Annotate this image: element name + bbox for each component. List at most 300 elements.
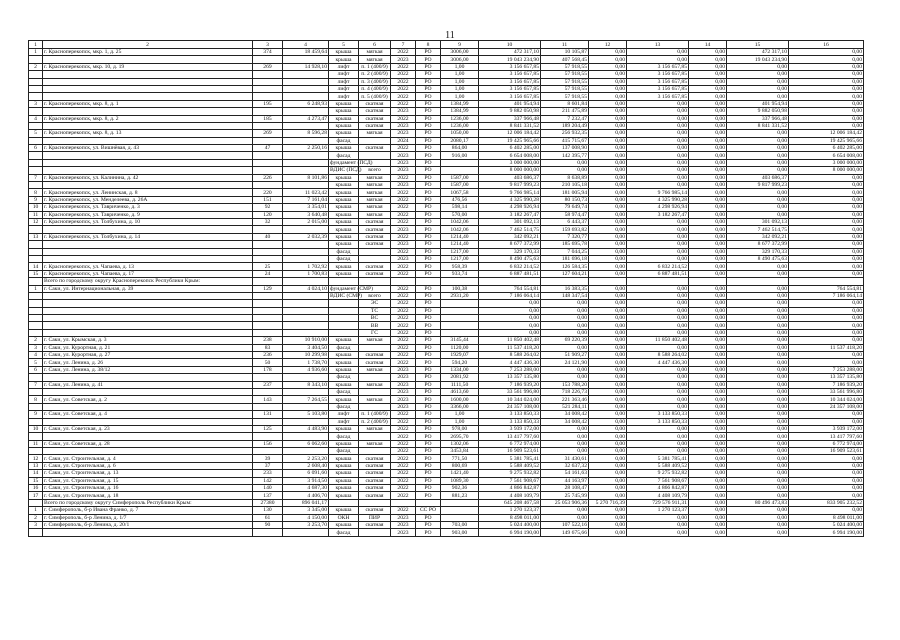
table-cell: РО bbox=[416, 329, 441, 336]
table-cell: 2023 bbox=[391, 388, 416, 395]
table-cell: 12 006 184,42 bbox=[479, 130, 541, 137]
table-cell: 8 638,89 bbox=[541, 174, 589, 181]
table-cell: 237 bbox=[253, 381, 283, 388]
table-row bbox=[29, 425, 864, 432]
table-cell: 1,00 bbox=[441, 85, 479, 92]
table-cell: 2 250,16 bbox=[283, 145, 329, 152]
table-cell: г. Саки, ул. Строительная, д. 18 bbox=[43, 492, 253, 499]
table-cell: 7 462 514,75 bbox=[479, 226, 541, 233]
table-cell bbox=[253, 71, 283, 78]
table-cell: 25 bbox=[253, 263, 283, 270]
table-cell bbox=[29, 374, 43, 381]
table-cell: 0,00 bbox=[627, 233, 689, 240]
table-cell bbox=[29, 93, 43, 100]
table-cell bbox=[29, 529, 43, 536]
table-cell: Всего по городскому округу Красноперекопск Республики Крым: bbox=[43, 278, 253, 285]
table-cell: 156 bbox=[253, 440, 283, 447]
table-cell: 3 404,50 bbox=[283, 344, 329, 351]
table-cell: 0,00 bbox=[589, 137, 627, 144]
table-cell: крыша bbox=[329, 233, 359, 240]
table-cell: 3 156 657,85 bbox=[479, 71, 541, 78]
table-cell: г. Саки, ул. Строительная, д. 6 bbox=[43, 462, 253, 469]
table-cell: РО bbox=[416, 425, 441, 432]
table-cell: 0,00 bbox=[589, 329, 627, 336]
table-cell: РО bbox=[416, 374, 441, 381]
table-cell: 3 133 850,33 bbox=[627, 411, 689, 418]
table-cell: 5 588 409,52 bbox=[627, 462, 689, 469]
table-cell: 0,00 bbox=[589, 122, 627, 129]
table-cell: 0,00 bbox=[589, 322, 627, 329]
table-cell: 1 bbox=[29, 507, 43, 514]
table-cell: 4 447 436,30 bbox=[479, 359, 541, 366]
table-cell: 0,00 bbox=[689, 108, 727, 115]
table-cell: 0,00 bbox=[727, 470, 789, 477]
table-cell bbox=[253, 300, 283, 307]
table-cell: 83 bbox=[253, 344, 283, 351]
table-cell: 0,00 bbox=[727, 374, 789, 381]
table-cell: 3 156 657,85 bbox=[479, 93, 541, 100]
table-cell bbox=[727, 278, 789, 285]
table-cell: 2022 bbox=[391, 462, 416, 469]
table-cell: 2023 bbox=[391, 403, 416, 410]
table-cell bbox=[253, 418, 283, 425]
table-cell: г. Красноперекопск, ул. Чапаева, д. 13 bbox=[43, 263, 253, 270]
table-cell: 3 133 850,33 bbox=[479, 411, 541, 418]
table-cell: 0,00 bbox=[589, 85, 627, 92]
table-cell bbox=[283, 137, 329, 144]
table-cell: г. Симферополь, б-р Ленина, д. 1/7 bbox=[43, 514, 253, 521]
table-cell: 15 bbox=[29, 477, 43, 484]
table-cell: 1 738,70 bbox=[283, 359, 329, 366]
table-cell: 0,00 bbox=[727, 388, 789, 395]
table-cell: 4 687,30 bbox=[283, 485, 329, 492]
table-cell: 4 325 990,28 bbox=[627, 196, 689, 203]
table-cell bbox=[43, 315, 253, 322]
table-cell: 2023 bbox=[391, 159, 416, 166]
table-cell: 6 bbox=[29, 145, 43, 152]
table-cell: 2023 bbox=[391, 167, 416, 174]
table-cell: 13 417 797,60 bbox=[479, 433, 541, 440]
table-cell: 24 bbox=[253, 270, 283, 277]
table-cell: 3453,84 bbox=[441, 448, 479, 455]
table-cell: 0,00 bbox=[689, 300, 727, 307]
table-cell: 142 395,77 bbox=[541, 152, 589, 159]
table-cell: скатная bbox=[359, 455, 391, 462]
table-cell: 2023 bbox=[391, 226, 416, 233]
table-cell: ГС bbox=[359, 329, 391, 336]
table-cell: 0,00 bbox=[589, 374, 627, 381]
table-cell: 2022 bbox=[391, 455, 416, 462]
table-cell: 0,00 bbox=[589, 366, 627, 373]
table-cell: 902,36 bbox=[441, 485, 479, 492]
table-cell: 1 bbox=[29, 285, 43, 292]
table-cell bbox=[789, 278, 864, 285]
table-cell: скатная bbox=[359, 270, 391, 277]
table-cell: 7 264,55 bbox=[283, 396, 329, 403]
table-cell: 0,00 bbox=[789, 174, 864, 181]
table-cell: 0,00 bbox=[627, 285, 689, 292]
table-row bbox=[29, 322, 864, 329]
table-cell: 3 914,50 bbox=[283, 477, 329, 484]
table-cell: 0,00 bbox=[627, 292, 689, 299]
table-cell: 11 850 402,48 bbox=[627, 337, 689, 344]
table-cell bbox=[43, 300, 253, 307]
table-cell: 27380 bbox=[253, 499, 283, 506]
table-cell: 3145,44 bbox=[441, 337, 479, 344]
table-cell: 151 bbox=[253, 196, 283, 203]
table-cell: фасад bbox=[329, 433, 359, 440]
table-cell: 0,00 bbox=[789, 196, 864, 203]
table-cell: всего bbox=[359, 292, 391, 299]
table-cell: 0,00 bbox=[727, 433, 789, 440]
table-cell: 7 186 939,20 bbox=[789, 381, 864, 388]
table-cell: фасад bbox=[329, 403, 359, 410]
table-cell: фасад bbox=[329, 448, 359, 455]
table-cell: РО bbox=[416, 152, 441, 159]
table-cell: крыша bbox=[329, 122, 359, 129]
table-cell: фундамент (СМР) bbox=[330, 285, 374, 292]
table-cell: 100,38 bbox=[441, 285, 479, 292]
table-cell: 10 344 024,00 bbox=[789, 396, 864, 403]
table-cell: 2022 bbox=[391, 433, 416, 440]
table-cell: скатная bbox=[359, 218, 391, 225]
table-cell: 2022 bbox=[391, 470, 416, 477]
table-cell bbox=[589, 278, 627, 285]
table-cell: скатная bbox=[359, 477, 391, 484]
table-cell bbox=[329, 278, 359, 285]
table-cell: 0,00 bbox=[589, 270, 627, 277]
table-cell: г. Саки, ул. Советская, д. 2 bbox=[43, 396, 253, 403]
table-cell: 0,00 bbox=[689, 167, 727, 174]
table-row bbox=[29, 122, 864, 129]
table-cell: 0,00 bbox=[541, 322, 589, 329]
table-cell: 2023 bbox=[391, 381, 416, 388]
table-cell bbox=[441, 307, 479, 314]
table-cell: 1,00 bbox=[441, 78, 479, 85]
table-cell: 2022 bbox=[391, 218, 416, 225]
table-cell bbox=[441, 329, 479, 336]
table-cell bbox=[29, 248, 43, 255]
table-cell: 764 554,81 bbox=[789, 285, 864, 292]
table-cell: 0,00 bbox=[789, 71, 864, 78]
table-cell: 0,00 bbox=[789, 241, 864, 248]
table-cell: РО bbox=[416, 522, 441, 529]
table-cell: 0,00 bbox=[589, 307, 627, 314]
table-cell: мягкая bbox=[359, 189, 391, 196]
table-cell: 903,00 bbox=[441, 529, 479, 536]
table-row bbox=[29, 337, 864, 344]
table-cell: РО bbox=[416, 49, 441, 56]
table-cell: 0,00 bbox=[689, 418, 727, 425]
table-cell: 131 bbox=[253, 411, 283, 418]
table-cell: 2023 bbox=[391, 522, 416, 529]
table-cell: 645 208 467,58 bbox=[479, 499, 541, 506]
table-cell: 0,00 bbox=[789, 63, 864, 70]
table-cell: 0,00 bbox=[627, 425, 689, 432]
table-cell: 1 270 123,37 bbox=[479, 507, 541, 514]
table-cell: 0,00 bbox=[589, 388, 627, 395]
table-cell: 833 905 232,52 bbox=[789, 499, 864, 506]
table-cell: РО bbox=[416, 433, 441, 440]
table-cell: 148 347,54 bbox=[541, 292, 589, 299]
table-cell: 6 443,37 bbox=[541, 218, 589, 225]
table-cell: крыша bbox=[329, 425, 359, 432]
table-cell bbox=[283, 56, 329, 63]
table-cell: 8 bbox=[416, 41, 441, 49]
table-cell: 2022 bbox=[391, 329, 416, 336]
table-cell: 1089,30 bbox=[441, 477, 479, 484]
table-cell: 0,00 bbox=[689, 49, 727, 56]
table-cell: РО bbox=[416, 145, 441, 152]
table-cell: 0,00 bbox=[689, 255, 727, 262]
table-cell: 14 928,10 bbox=[283, 63, 329, 70]
table-cell bbox=[359, 152, 391, 159]
table-cell: 0,00 bbox=[789, 492, 864, 499]
table-cell: 127 604,21 bbox=[541, 270, 589, 277]
table-cell bbox=[43, 403, 253, 410]
table-cell: г. Красноперекопск, мкр. 8, д. 2 bbox=[43, 115, 253, 122]
table-cell: 1120,00 bbox=[441, 344, 479, 351]
table-cell: 13 357 135,80 bbox=[789, 374, 864, 381]
table-cell bbox=[29, 226, 43, 233]
table-cell: 0,00 bbox=[727, 93, 789, 100]
table-cell: 0,00 bbox=[727, 448, 789, 455]
table-cell: 1,00 bbox=[441, 93, 479, 100]
table-cell: 0,00 bbox=[789, 108, 864, 115]
table-cell: 7 253 288,00 bbox=[789, 366, 864, 373]
table-cell: 5 bbox=[29, 130, 43, 137]
table-cell: РО bbox=[416, 470, 441, 477]
table-cell: 1302,06 bbox=[441, 440, 479, 447]
table-cell: скатная bbox=[359, 226, 391, 233]
table-cell: 896 041,17 bbox=[283, 499, 329, 506]
table-cell bbox=[329, 499, 359, 506]
table-cell: 0,00 bbox=[689, 315, 727, 322]
table-cell: 14 bbox=[29, 263, 43, 270]
table-cell: фундамент (ПСД) bbox=[330, 160, 373, 167]
table-cell: 80 496 473,83 bbox=[727, 499, 789, 506]
table-cell: 0,00 bbox=[789, 49, 864, 56]
table-cell bbox=[253, 329, 283, 336]
table-cell bbox=[283, 418, 329, 425]
table-cell: мягкая bbox=[359, 49, 391, 56]
table-cell: РО bbox=[416, 71, 441, 78]
table-cell bbox=[29, 329, 43, 336]
table-cell: 0,00 bbox=[689, 152, 727, 159]
table-cell: 0,00 bbox=[689, 204, 727, 211]
table-cell: 0,00 bbox=[689, 233, 727, 240]
table-cell bbox=[283, 241, 329, 248]
table-cell: крыша bbox=[329, 174, 359, 181]
table-cell bbox=[43, 122, 253, 129]
table-cell bbox=[253, 85, 283, 92]
table-cell: 0,00 bbox=[789, 315, 864, 322]
table-row bbox=[29, 492, 864, 499]
table-cell: 0,00 bbox=[727, 63, 789, 70]
table-cell: п. 2 (400/9) bbox=[359, 418, 391, 425]
table-cell: скатная bbox=[359, 470, 391, 477]
table-row bbox=[29, 49, 864, 56]
table-cell: 12 bbox=[29, 218, 43, 225]
table-cell: 129 bbox=[253, 285, 283, 292]
table-cell: 0,00 bbox=[627, 49, 689, 56]
table-cell: 0,00 bbox=[727, 315, 789, 322]
table-cell: крыша bbox=[329, 337, 359, 344]
table-cell bbox=[29, 108, 43, 115]
table-cell bbox=[29, 71, 43, 78]
table-cell: 0,00 bbox=[627, 522, 689, 529]
table-cell: РО bbox=[416, 359, 441, 366]
table-row bbox=[29, 344, 864, 351]
table-cell: 0,00 bbox=[727, 78, 789, 85]
table-cell: г. Саки, ул. Крымская, д. 3 bbox=[43, 337, 253, 344]
table-cell: 220 bbox=[253, 189, 283, 196]
table-cell bbox=[283, 93, 329, 100]
table-row bbox=[29, 300, 864, 307]
table-cell: фасад bbox=[329, 529, 359, 536]
table-cell: ЭС bbox=[359, 300, 391, 307]
table-cell: 0,00 bbox=[689, 115, 727, 122]
table-cell: 12 bbox=[589, 41, 627, 49]
table-cell: 9 817 999,23 bbox=[479, 182, 541, 189]
table-cell bbox=[29, 300, 43, 307]
table-cell: 3 354,01 bbox=[283, 204, 329, 211]
table-cell: РО bbox=[416, 255, 441, 262]
table-cell: 9 bbox=[29, 196, 43, 203]
table-cell: 159 693,82 bbox=[541, 226, 589, 233]
table-cell: п. 1 (400/9) bbox=[359, 411, 391, 418]
table-cell bbox=[253, 433, 283, 440]
table-cell: 0,00 bbox=[627, 433, 689, 440]
table-cell: 0,00 bbox=[627, 322, 689, 329]
table-cell: 18 459,64 bbox=[283, 49, 329, 56]
table-cell: 301 092,13 bbox=[479, 218, 541, 225]
table-cell: г. Красноперекопск, мкр. 8, д. 13 bbox=[43, 130, 253, 137]
table-cell: 0,00 bbox=[541, 374, 589, 381]
table-cell: мягкая bbox=[359, 396, 391, 403]
table-cell: 0,00 bbox=[589, 152, 627, 159]
table-cell: 0,00 bbox=[789, 115, 864, 122]
table-cell bbox=[43, 322, 253, 329]
table-cell: 34 008,42 bbox=[541, 418, 589, 425]
table-cell: РО bbox=[416, 189, 441, 196]
table-cell: 2022 bbox=[391, 352, 416, 359]
table-cell: 50 bbox=[253, 359, 283, 366]
table-cell: 24 357 108,00 bbox=[789, 403, 864, 410]
table-cell: 0,00 bbox=[589, 396, 627, 403]
table-cell: г. Саки, ул. Советская, д. 23 bbox=[43, 425, 253, 432]
table-cell: 0,00 bbox=[589, 100, 627, 107]
table-cell: 0,00 bbox=[689, 359, 727, 366]
table-cell: 0,00 bbox=[789, 418, 864, 425]
table-cell: 0,00 bbox=[589, 211, 627, 218]
table-cell: 10 910,00 bbox=[283, 337, 329, 344]
table-cell: крыша bbox=[329, 49, 359, 56]
table-cell: 301 092,13 bbox=[727, 218, 789, 225]
table-cell: 401 954,94 bbox=[727, 100, 789, 107]
table-cell: 0,00 bbox=[589, 196, 627, 203]
table-cell: 407 568,45 bbox=[541, 56, 589, 63]
table-cell: 0,00 bbox=[727, 507, 789, 514]
table-row bbox=[29, 292, 864, 299]
table-cell: 3 156 657,85 bbox=[627, 93, 689, 100]
table-cell bbox=[627, 278, 689, 285]
table-cell: 15 bbox=[727, 41, 789, 49]
table-cell: 0,00 bbox=[479, 300, 541, 307]
table-cell: 11 023,42 bbox=[283, 189, 329, 196]
table-cell bbox=[29, 56, 43, 63]
table-row bbox=[29, 100, 864, 107]
table-cell: 0,00 bbox=[789, 233, 864, 240]
table-cell: 39 bbox=[253, 455, 283, 462]
table-cell bbox=[253, 137, 283, 144]
table-cell: 1236,00 bbox=[441, 122, 479, 129]
table-cell: 2022 bbox=[391, 300, 416, 307]
table-row bbox=[29, 329, 864, 336]
table-cell: 2022 bbox=[391, 248, 416, 255]
table-cell bbox=[283, 529, 329, 536]
table-cell: 8 343,10 bbox=[283, 381, 329, 388]
table-cell: 933,74 bbox=[441, 270, 479, 277]
table-cell: 2022 bbox=[391, 63, 416, 70]
table-row bbox=[29, 315, 864, 322]
table-cell: мягкая bbox=[359, 204, 391, 211]
table-cell: 0,00 bbox=[689, 514, 727, 521]
table-cell: 0,00 bbox=[627, 344, 689, 351]
table-cell bbox=[283, 159, 329, 166]
table-cell: РО bbox=[416, 233, 441, 240]
table-cell: 0,00 bbox=[627, 514, 689, 521]
table-cell: 2022 bbox=[391, 477, 416, 484]
table-cell: РО bbox=[416, 204, 441, 211]
table-cell: 0,00 bbox=[541, 433, 589, 440]
table-cell: г. Красноперекопск, ул. Вишнёвая, д. 43 bbox=[43, 145, 253, 152]
table-row bbox=[29, 204, 864, 211]
table-cell bbox=[43, 226, 253, 233]
table-cell: 0,00 bbox=[727, 130, 789, 137]
table-cell: 0,00 bbox=[789, 182, 864, 189]
table-cell: 10 299,98 bbox=[283, 352, 329, 359]
table-cell: 2024 bbox=[391, 137, 416, 144]
table-cell bbox=[283, 167, 329, 174]
table-cell: 8 841 331,52 bbox=[727, 122, 789, 129]
table-cell: 2022 bbox=[391, 263, 416, 270]
table-cell: 594,20 bbox=[441, 359, 479, 366]
table-row bbox=[29, 366, 864, 373]
table-cell: 10 bbox=[29, 204, 43, 211]
table-cell: г. Саки, ул. Ленина, д. 41 bbox=[43, 381, 253, 388]
table-cell: 0,00 bbox=[727, 529, 789, 536]
table-cell: крыша bbox=[329, 241, 359, 248]
table-cell: 1111,50 bbox=[441, 381, 479, 388]
table-cell: РО bbox=[416, 300, 441, 307]
table-cell: 1236,00 bbox=[441, 115, 479, 122]
table-cell: 0,00 bbox=[727, 285, 789, 292]
table-cell: 8 601,84 bbox=[541, 100, 589, 107]
table-cell bbox=[253, 152, 283, 159]
table-cell: 0,00 bbox=[789, 93, 864, 100]
table-cell: 16 383,35 bbox=[541, 285, 589, 292]
table-cell: 0,00 bbox=[789, 263, 864, 270]
table-cell: 2080,17 bbox=[441, 137, 479, 144]
table-cell: 0,00 bbox=[689, 159, 727, 166]
table-cell: 0,00 bbox=[727, 522, 789, 529]
table-row bbox=[29, 226, 864, 233]
table-cell: 8 490 475,63 bbox=[727, 255, 789, 262]
table-cell: 0,00 bbox=[727, 337, 789, 344]
table-cell: 269 bbox=[253, 130, 283, 137]
table-cell bbox=[283, 108, 329, 115]
